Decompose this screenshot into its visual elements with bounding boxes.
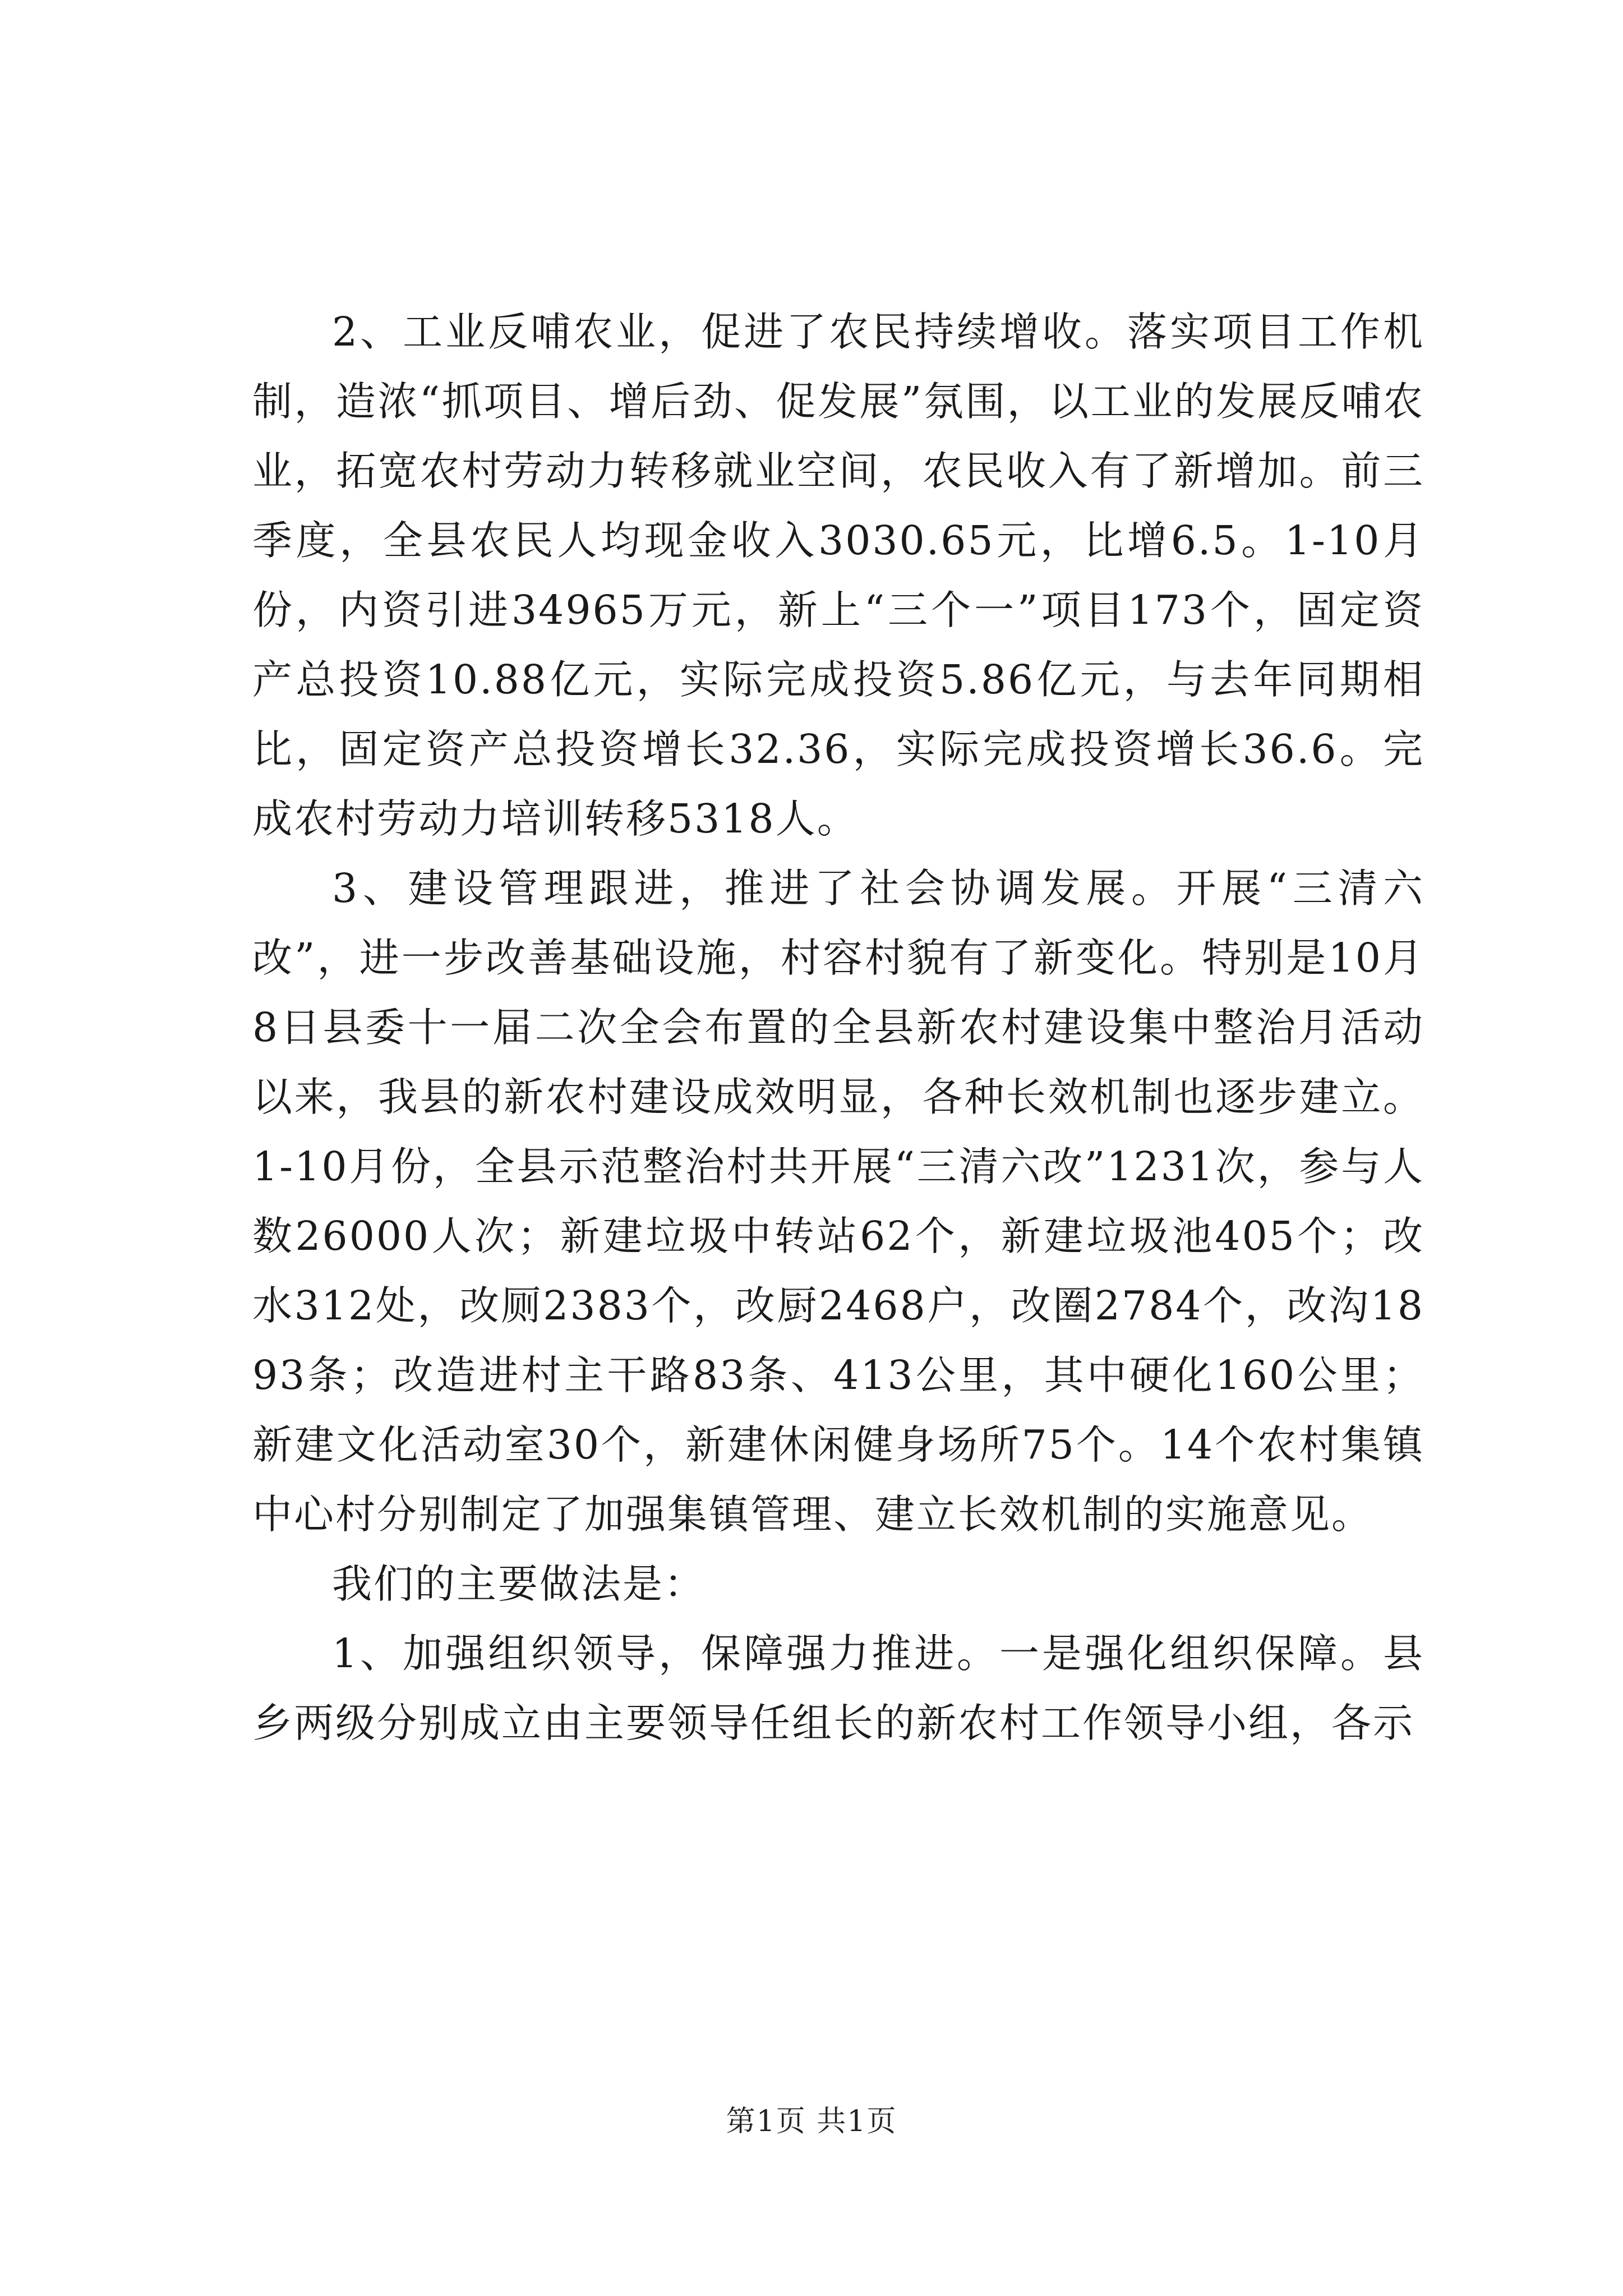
paragraph-main-methods: 我们的主要做法是： (332, 1561, 706, 1607)
paragraph-construction-management: 3、建设管理跟进，推进了社会协调发展。开展“三清六改”，进一步改善基础设施，村容村貌有了新变化。特别是10月8日县委十一届二次全会布置的全县新农村建设集中整治月活动以来，我县的新农村建设成效明显，各种长效机制也逐步建立。1-10月份，全县示范整治村共开展“三清六改”1231次，参与人数26000人次；新建垃圾中转站62个，新建垃圾池405个；改水312处，改厕2383个，改厨2468户，改圈2784个，改沟1893条；改造进村主干路83条、413公里，其中硬化160公里；新建文化活动室30个，新建休闲健身场所75个。14个农村集镇中心村分别制定了加强集镇管理、建立长效机制的实施意见。 (252, 865, 1424, 1538)
page-footer: 第1页 共1页 (726, 2105, 897, 2138)
document-body (252, 297, 1424, 1758)
paragraph-organization-leadership: 1、加强组织领导，保障强力推进。一是强化组织保障。县乡两级分别成立由主要领导任组长的新农村工作领导小组，各示 (252, 1630, 1424, 1746)
paragraph-industry-feedback: 2、工业反哺农业，促进了农民持续增收。落实项目工作机制，造浓“抓项目、增后劲、促发展”氛围，以工业的发展反哺农业，拓宽农村劳动力转移就业空间，农民收入有了新增加。前三季度，全县农民人均现金收入3030.65元，比增6.5。1-10月份，内资引进34965万元，新上“三个一”项目173个，固定资产总投资10.88亿元，实际完成投资5.86亿元，与去年同期相比，固定资产总投资增长32.36，实际完成投资增长36.6。完成农村劳动力培训转移5318人。 (252, 309, 1424, 842)
